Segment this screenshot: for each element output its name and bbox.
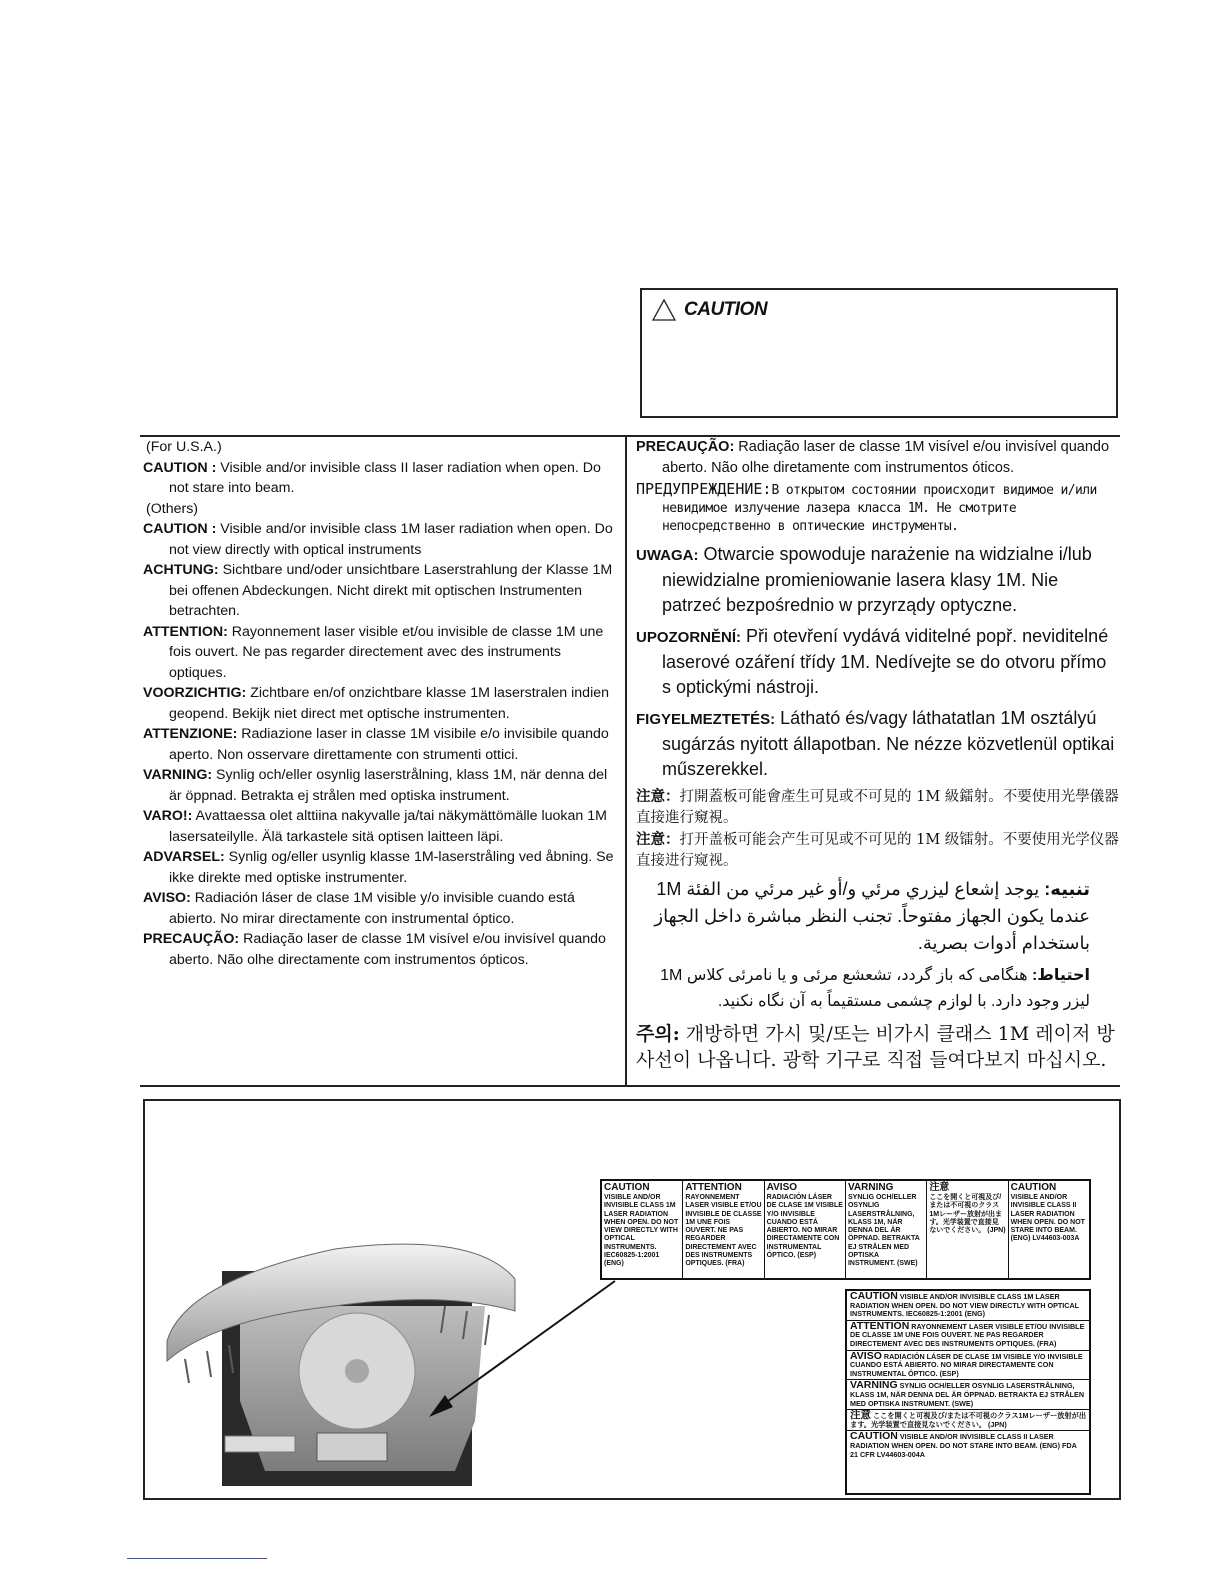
laser-label-a (600, 1179, 1091, 1280)
warning-fa: احتياط: هنگامی که باز گردد، تشعشع مرئی و یا نامرئی کلاس 1M لیزر وجود دارد. با لوازم چشمی مستقیماً به آن نگاه نکنید. (660, 967, 1090, 1010)
label-location-illustration (143, 1099, 1121, 1500)
warning-pt: PRECAUÇÃO: Radiação laser de classe 1M visível e/ou invisível quando aberto. Não olhe directamente com instrumentos ópticos. (143, 931, 606, 968)
label-a-cell: CAUTION VISIBLE AND/OR INVISIBLE CLASS 1M LASER RADIATION WHEN OPEN. DO NOT VIEW DIRECTLY WITH OPTICAL INSTRUMENTS. IEC60825-1:2001 (ENG) (602, 1181, 683, 1278)
usa-heading: (For U.S.A.) (146, 439, 222, 455)
warning-de: ACHTUNG: Sichtbare und/oder unsichtbare Laserstrahlung der Klasse 1M bei offenen Abdeckungen. Nicht direkt mit optischen Instrumenten betrachten. (143, 562, 613, 619)
label-a-cell: 注意 ここを開くと可視及び/または不可視のクラス1Mレーザー放射が出ます。光学装置で直接見ないでください。 (JPN) (927, 1181, 1008, 1278)
column-divider (625, 436, 627, 1086)
warning-fi: VARO!: Avattaessa olet alttiina nakyvalle ja/tai näkymättömälle luokan 1M lasersateilylle. Älä tarkastele sitä optisen laitteen läpi. (143, 808, 607, 845)
label-b-row: VARNING SYNLIG OCH/ELLER OSYNLIG LASERSTRÅLNING, KLASS 1M, NÄR DENNA DEL ÄR ÖPPNAD. BETRAKTA EJ STRÅLEN MED OPTISKA INSTRUMENT. (SWE) (847, 1380, 1089, 1410)
warning-pl: UWAGA: Otwarcie spowoduje narażenie na widzialne i/lub niewidzialne promieniowanie lasera klasy 1M. Nie patrzeć bezpośrednio w przyrządy optyczne. (636, 544, 1092, 615)
label-b-row: 注意 ここを開くと可視及び/または不可視のクラス1Mレーザー放射が出ます。光学装置で直接見ないでください。 (JPN) (847, 1410, 1089, 1431)
warning-nl: VOORZICHTIG: Zichtbare en/of onzichtbare klasse 1M laserstralen indien geopend. Bekijk niet direct met optische instrumenten. (143, 685, 610, 722)
label-a-cell: VARNING SYNLIG OCH/ELLER OSYNLIG LASERSTRÅLNING, KLASS 1M, NÄR DENNA DEL ÄR ÖPPNAD. BETRAKTA EJ STRÅLEN MED OPTISKA INSTRUMENT. (SWE) (846, 1181, 927, 1278)
warning-en: CAUTION : Visible and/or invisible class 1M laser radiation when open. Do not view directly with optical instruments (143, 521, 613, 558)
warning-hu: FIGYELMEZTETÉS: Látható és/vagy láthatatlan 1M osztályú sugárzás nyitott állapotban. Ne nézze közvetlenül optikai műszerekkel. (636, 708, 1115, 779)
warning-usa: CAUTION : Visible and/or invisible class II laser radiation when open. Do not stare into beam. (143, 459, 601, 496)
warning-fr: ATTENTION: Rayonnement laser visible et/ou invisible de classe 1M une fois ouvert. Ne pas regarder directement avec des instruments optiques. (143, 623, 604, 681)
others-heading: (Others) (146, 500, 199, 517)
warning-cz: UPOZORNĚNÍ: Při otevření vydává viditelné popř. neviditelné laserové ozáření třídy 1M. Nedívejte se do otvoru přímo s optickými nástroji. (636, 626, 1109, 697)
label-b-row: ATTENTION RAYONNEMENT LASER VISIBLE ET/OU INVISIBLE DE CLASSE 1M UNE FOIS OUVERT. NE PAS REGARDER DIRECTEMENT AVEC DES INSTRUMENTS OPTIQUES. (FRA) (847, 1321, 1089, 1351)
warning-zh-tw: 注意：打開蓋板可能會產生可見或不可見的 1M 級鐳射。不要使用光學儀器直接進行窺視。 (636, 788, 1119, 826)
label-b-row: CAUTION VISIBLE AND/OR INVISIBLE CLASS II LASER RADIATION WHEN OPEN. DO NOT STARE INTO BEAM. (ENG) FDA 21 CFR LV44603-004A (850, 1431, 1077, 1459)
label-a-cell: ATTENTION RAYONNEMENT LASER VISIBLE ET/OU INVISIBLE DE CLASSE 1M UNE FOIS OUVERT. NE PAS REGARDER DIRECTEMENT AVEC DES INSTRUMENTS OPTIQUES. (FRA) (683, 1181, 764, 1278)
bottom-divider (140, 1085, 1120, 1087)
label-a-cell: CAUTION VISIBLE AND/OR INVISIBLE CLASS II LASER RADIATION WHEN OPEN. DO NOT STARE INTO BEAM. (ENG) LV44603-003A (1010, 1182, 1085, 1243)
warning-ko: 주의: 개방하면 가시 및/또는 비가시 클래스 1M 레이저 방사선이 나옵니다. 광학 기구로 직접 들여다보지 마십시오. (636, 1023, 1115, 1071)
label-sticker-shape (317, 1433, 387, 1461)
warning-es: AVISO: Radiación láser de clase 1M visible y/o invisible cuando está abierto. No mirar directamente con instrumental óptico. (143, 890, 575, 927)
warning-sv: VARNING: Synlig och/eller osynlig laserstrålning, klass 1M, när denna del är öppnad. Betrakta ej strålen med optiska instrument. (143, 767, 608, 804)
caution-heading (652, 299, 767, 321)
caution-box (640, 288, 1118, 418)
ribbon-cable-shape (225, 1436, 295, 1452)
warning-ru: ПРЕДУПРЕЖДЕНИЕ:В открытом состоянии происходит видимое и/или невидимое излучение лазера класса 1M. Не смотрите непосредственно в оптические инструменты. (636, 480, 1097, 534)
right-warning-column (636, 437, 1120, 1073)
caution-title: CAUTION (684, 299, 768, 320)
warning-ar: تنبيه: يوجد إشعاع ليزري مرئي و/أو غير مرئي من الفئة 1M عندما يكون الجهاز مفتوحاً. تجنب النظر مباشرة داخل الجهاز باستخدام أدوات بصرية. (654, 879, 1090, 953)
label-b-row: CAUTION VISIBLE AND/OR INVISIBLE CLASS 1M LASER RADIATION WHEN OPEN. DO NOT VIEW DIRECTLY WITH OPTICAL INSTRUMENTS. IEC60825-1:2001 (ENG) (847, 1291, 1089, 1321)
laser-label-b (845, 1289, 1091, 1495)
footer-link-underline[interactable] (127, 1558, 267, 1559)
left-warning-column (143, 437, 621, 970)
warning-triangle-icon (652, 299, 676, 321)
warning-zh-cn: 注意：打开盖板可能会产生可见或不可见的 1M 级镭射。不要使用光学仪器直接进行窥视。 (636, 831, 1119, 869)
warning-it: ATTENZIONE: Radiazione laser in classe 1M visibile e/o invisibile quando aperto. Non osservare direttamente con strumenti ottici. (143, 726, 609, 763)
warning-da: ADVARSEL: Synlig og/eller usynlig klasse 1M-laserstråling ved åbning. Se ikke direkte med optiske instrumenter. (143, 849, 614, 886)
warning-pt-br: PRECAUÇÃO: Radiação laser de classe 1M visível e/ou invisível quando aberto. Não olhe diretamente com instrumentos óticos. (636, 439, 1110, 476)
spindle-shape (345, 1359, 369, 1383)
label-b-row: AVISO RADIACIÓN LÁSER DE CLASE 1M VISIBLE Y/O INVISIBLE CUANDO ESTÁ ABIERTO. NO MIRAR DIRECTAMENTE CON INSTRUMENTAL ÓPTICO. (ESP) (847, 1351, 1089, 1381)
label-a-cell: AVISO RADIACIÓN LÁSER DE CLASE 1M VISIBLE Y/O INVISIBLE CUANDO ESTÁ ABIERTO. NO MIRAR DIRECTAMENTE CON INSTRUMENTAL ÓPTICO. (ESP) (765, 1181, 846, 1278)
